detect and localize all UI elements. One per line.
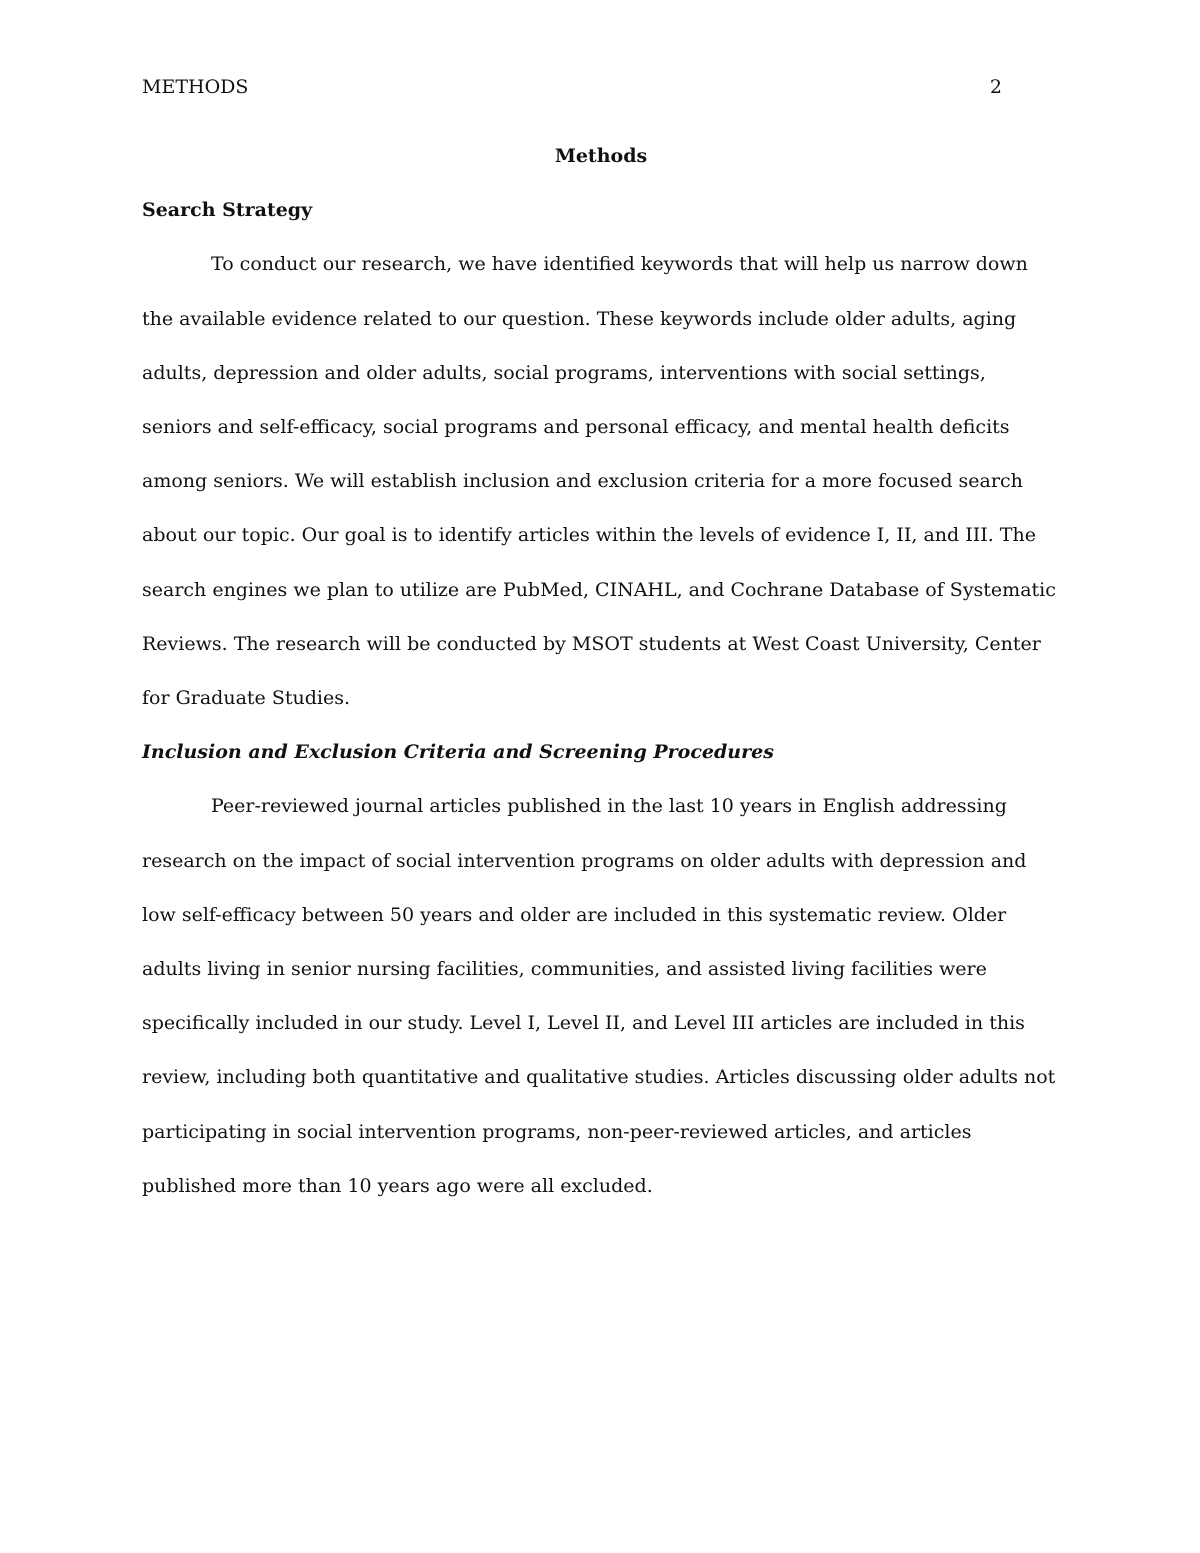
document-body: [142, 129, 1060, 1213]
section-heading-inclusion-exclusion: Inclusion and Exclusion Criteria and Screening Procedures: [142, 741, 774, 764]
page-number: 2: [989, 76, 1002, 98]
running-head: [142, 72, 1002, 102]
paragraph-inclusion-exclusion: Peer-reviewed journal articles published in the last 10 years in English addressing research on the impact of social intervention programs on older adults with depression and low self-efficacy between 50 years and older are included in this systematic review. Older adults living in senior nursing facilities, communities, and assisted living facilities were specifically included in our study. Level I, Level II, and Level III articles are included in this review, including both quantitative and qualitative studies. Articles discussing older adults not participating in social intervention programs, non-peer-reviewed articles, and articles published more than 10 years ago were all excluded.: [142, 795, 1056, 1197]
running-head-title: METHODS: [142, 76, 249, 98]
paragraph-search-strategy: To conduct our research, we have identified keywords that will help us narrow down the available evidence related to our question. These keywords include older adults, aging adults, depression and older adults, social programs, interventions with social settings, seniors and self-efficacy, social programs and personal efficacy, and mental health deficits among seniors. We will establish inclusion and exclusion criteria for a more focused search about our topic. Our goal is to identify articles within the levels of evidence I, II, and III. The search engines we plan to utilize are PubMed, CINAHL, and Cochrane Database of Systematic Reviews. The research will be conducted by MSOT students at West Coast University, Center for Graduate Studies.: [142, 253, 1056, 710]
section-heading-search-strategy: Search Strategy: [142, 199, 313, 222]
page-title: Methods: [554, 145, 648, 167]
